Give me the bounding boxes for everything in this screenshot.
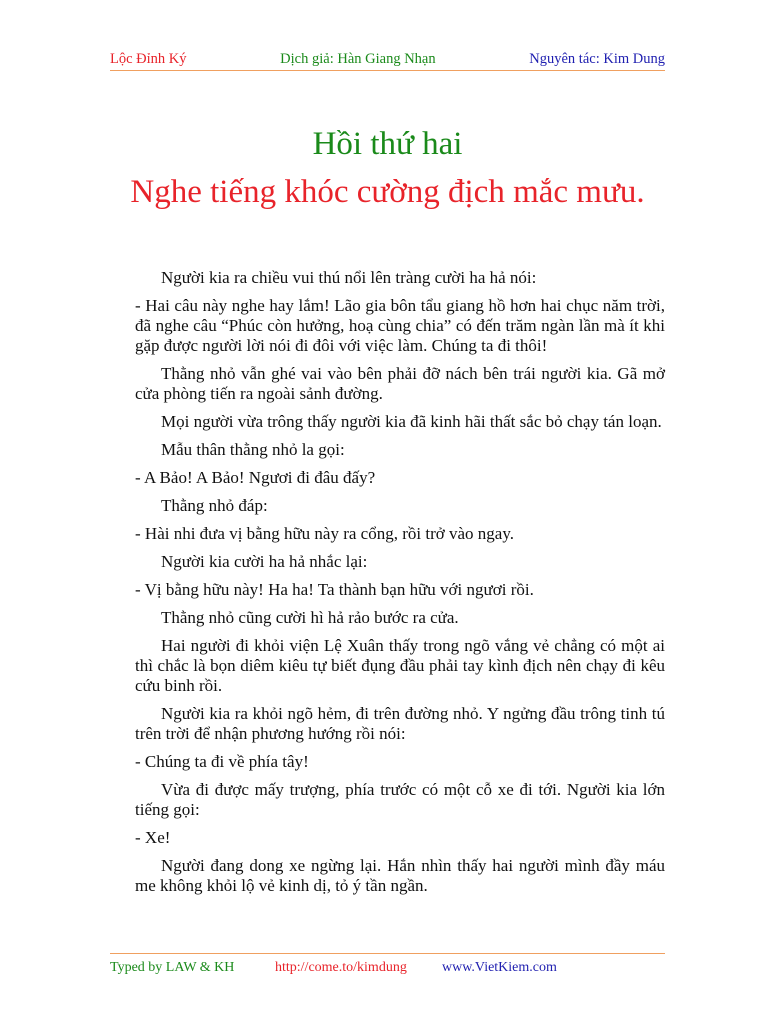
footer-link-vietkiem[interactable]: www.VietKiem.com xyxy=(442,960,557,975)
paragraph: - A Bảo! A Bảo! Ngươi đi đâu đấy? xyxy=(135,468,376,487)
paragraph: - Chúng ta đi về phía tây! xyxy=(135,752,309,771)
paragraph: Mọi người vừa trông thấy người kia đã kinh hãi thất sắc bỏ chạy tán loạn. xyxy=(161,412,662,431)
footer-typed-by: Typed by LAW & KH xyxy=(110,960,235,975)
paragraph: Mẫu thân thằng nhỏ la gọi: xyxy=(161,440,345,459)
body-text xyxy=(135,268,665,904)
footer-divider xyxy=(110,953,665,954)
header-author: Nguyên tác: Kim Dung xyxy=(529,51,665,67)
header-translator: Dịch giả: Hàn Giang Nhạn xyxy=(280,51,436,67)
paragraph: Vừa đi được mấy trượng, phía trước có một cỗ xe đi tới. Người kia lớn tiếng gọi: xyxy=(135,780,665,819)
paragraph: Người kia ra chiều vui thú nổi lên tràng cười ha hả nói: xyxy=(161,268,537,287)
chapter-number: Hồi thứ hai xyxy=(312,126,463,162)
page-header xyxy=(110,44,665,68)
header-divider xyxy=(110,70,665,71)
paragraph: Người kia cười ha hả nhắc lại: xyxy=(161,552,368,571)
page-footer xyxy=(110,960,665,976)
paragraph: Thằng nhỏ đáp: xyxy=(161,496,268,515)
chapter-heading xyxy=(110,122,665,214)
chapter-title: Nghe tiếng khóc cường địch mắc mưu. xyxy=(130,174,645,210)
paragraph: Người đang dong xe ngừng lại. Hắn nhìn thấy hai người mình đầy máu me không khỏi lộ vẻ kinh dị, tỏ ý tần ngần. xyxy=(135,856,665,895)
paragraph: Hai người đi khỏi viện Lệ Xuân thấy trong ngõ vắng vẻ chẳng có một ai thì chắc là bọn diêm kiêu tự biết đụng đầu phải tay kình địch nên chạy đi kêu cứu binh rồi. xyxy=(135,636,665,695)
paragraph: - Hai câu này nghe hay lắm! Lão gia bôn tẩu giang hồ hơn hai chục năm trời, đã nghe câu “Phúc còn hưởng, hoạ cùng chia” có đến trăm ngàn lần mà ít khi gặp được người lời nói đi đôi với việc làm. Chúng ta đi thôi! xyxy=(135,296,665,355)
paragraph: - Xe! xyxy=(135,828,171,847)
header-book-title: Lộc Đỉnh Ký xyxy=(110,51,187,67)
paragraph: Thằng nhỏ cũng cười hì hả rảo bước ra cửa. xyxy=(161,608,459,627)
paragraph: - Vị bằng hữu này! Ha ha! Ta thành bạn hữu với ngươi rồi. xyxy=(135,580,534,599)
paragraph: - Hài nhi đưa vị bằng hữu này ra cổng, rồi trở vào ngay. xyxy=(135,524,514,543)
paragraph: Người kia ra khỏi ngõ hẻm, đi trên đường nhỏ. Y ngửng đầu trông tinh tú trên trời để nhận phương hướng rồi nói: xyxy=(135,704,665,743)
footer-link-kimdung[interactable]: http://come.to/kimdung xyxy=(275,960,407,975)
paragraph: Thằng nhỏ vẫn ghé vai vào bên phải đỡ nách bên trái người kia. Gã mở cửa phòng tiến ra ngoài sảnh đường. xyxy=(135,364,665,403)
